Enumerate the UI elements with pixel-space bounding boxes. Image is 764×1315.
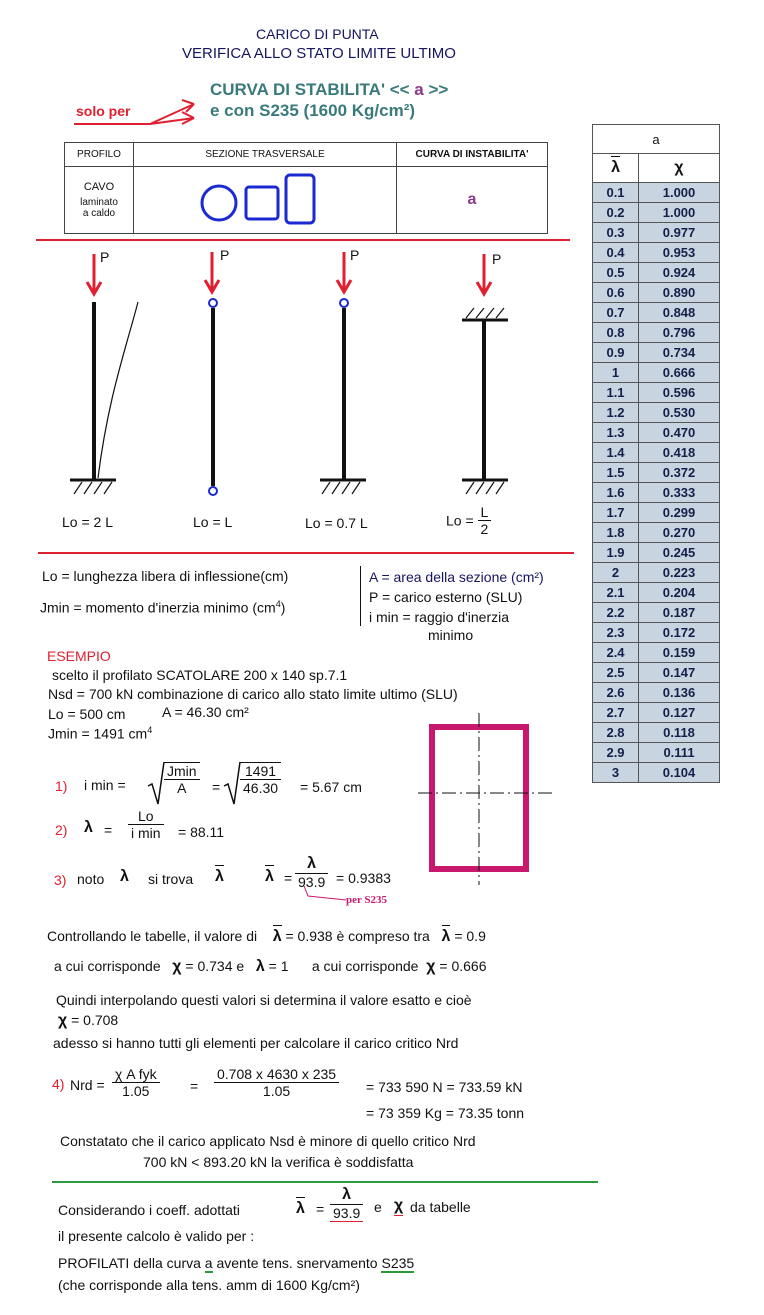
load-label-4: P: [492, 251, 502, 267]
example-title: ESEMPIO: [47, 648, 111, 664]
table-col-chi: χ: [639, 154, 720, 183]
step1-result: = 5.67 cm: [300, 779, 362, 795]
table-cell-chi: 0.245: [639, 543, 720, 563]
lo4-den: 2: [480, 521, 489, 537]
step2-lambda: λ: [84, 819, 93, 836]
interp-line3: Quindi interpolando questi valori si determina il valore esatto e cioè: [56, 992, 472, 1008]
step2-fraction: [128, 808, 164, 841]
lo4-prefix: Lo =: [446, 512, 478, 529]
table-cell-lambda: 1.2: [593, 403, 639, 423]
step3-eq-lhs-text: λ: [265, 868, 274, 885]
per-s235-note: per S235: [346, 894, 388, 906]
table-title: a: [593, 125, 720, 154]
table-cell-lambda: 2.7: [593, 703, 639, 723]
step3-eq-lhs: [265, 868, 274, 886]
table-row: [593, 223, 720, 243]
table-cell-lambda: 1: [593, 363, 639, 383]
steel-grade: e con S235 (1600 Kg/cm²): [210, 101, 416, 120]
table-row: [593, 523, 720, 543]
legend-jmin-close: ): [280, 599, 286, 616]
table-cell-chi: 0.187: [639, 603, 720, 623]
table-row: [593, 683, 720, 703]
example-line4: [48, 725, 152, 742]
table-row: [593, 723, 720, 743]
interp-line2b: = 0.734 e: [185, 958, 245, 974]
nrd-frac2-num: 0.708 x 4630 x 235: [214, 1066, 339, 1083]
table-cell-chi: 0.470: [639, 423, 720, 443]
load-arrows: [87, 252, 491, 294]
interp-line5: adesso si hanno tutti gli elementi per calcolare il carico critico Nrd: [53, 1035, 459, 1051]
table-cell-chi: 0.111: [639, 743, 720, 763]
table-cell-chi: 1.000: [639, 183, 720, 203]
table-row: [593, 623, 720, 643]
interp-lambda-1: λ: [272, 928, 282, 945]
table-cell-lambda: 0.5: [593, 263, 639, 283]
curve-title-text: CURVA DI STABILITA' <<: [210, 80, 415, 99]
table-row: [593, 643, 720, 663]
conclusion-line1: Constatato che il carico applicato Nsd è minore di quello critico Nrd: [60, 1133, 476, 1149]
table-cell-lambda: 1.8: [593, 523, 639, 543]
validity-line1a: Considerando i coeff. adottati: [58, 1202, 240, 1218]
step1-label: i min =: [84, 777, 126, 793]
load-label-2: P: [220, 247, 230, 263]
table-cell-lambda: 2.1: [593, 583, 639, 603]
legend-a: A = area della sezione (cm²): [369, 569, 544, 585]
table-cell-chi: 0.924: [639, 263, 720, 283]
table-cell-chi: 0.418: [639, 443, 720, 463]
interp-line2c: = 1: [268, 958, 289, 974]
table-row: [593, 303, 720, 323]
validity-lambda: [296, 1200, 305, 1218]
table-row: [593, 663, 720, 683]
table-row: [593, 403, 720, 423]
table-cell-lambda: 2.3: [593, 623, 639, 643]
interp-line1b: = 0.938 è compreso tra: [285, 928, 430, 944]
validity-lambda-text: λ: [296, 1200, 305, 1217]
step2-frac-den: i min: [131, 825, 161, 841]
interp-chi-3: χ: [58, 1012, 68, 1029]
divider-middle: [38, 552, 574, 554]
validity-line3b: avente tens. snervamento: [212, 1255, 378, 1271]
table-row: [593, 563, 720, 583]
step3-lambda: λ: [120, 868, 129, 885]
legend-jmin: [40, 599, 285, 616]
example-line2: Nsd = 700 kN combinazione di carico allo stato limite ultimo (SLU): [48, 686, 458, 702]
validity-frac-den: 93.9: [333, 1205, 361, 1221]
table-cell-chi: 0.299: [639, 503, 720, 523]
step1-val-den: 46.30: [243, 780, 279, 796]
step3-eq: =: [284, 870, 293, 886]
load-label-1: P: [100, 249, 110, 265]
table-row: [593, 203, 720, 223]
validity-and: e: [374, 1199, 382, 1215]
validity-eq: =: [316, 1201, 325, 1217]
sqrt-icon-1: [146, 760, 166, 806]
legend-jmin-text: Jmin = momento d'inerzia minimo (cm: [40, 599, 276, 616]
table-cell-chi: 0.270: [639, 523, 720, 543]
curve-cell: [397, 167, 548, 234]
validity-steel: S235: [381, 1255, 415, 1271]
col-profilo: PROFILO: [65, 143, 134, 167]
col-curva: CURVA DI INSTABILITA': [397, 143, 548, 167]
divider-top: [36, 239, 570, 241]
step1-eq: =: [212, 779, 221, 795]
curve-title-letter: a: [414, 80, 424, 99]
table-cell-chi: 0.159: [639, 643, 720, 663]
lambda-chi-table: [592, 124, 720, 783]
interp-line1c: = 0.9: [454, 928, 486, 944]
lo4-fraction: [478, 504, 492, 537]
example-jmin: Jmin = 1491 cm: [48, 725, 148, 742]
table-cell-chi: 0.734: [639, 343, 720, 363]
table-row: [593, 343, 720, 363]
table-cell-lambda: 1.7: [593, 503, 639, 523]
step3-text: noto: [77, 871, 105, 887]
table-body: [593, 183, 720, 783]
validity-line3a: PROFILATI della curva: [58, 1255, 201, 1271]
section-table: [64, 142, 548, 234]
legend-jmin-exp: 4: [275, 599, 281, 609]
table-row: [593, 363, 720, 383]
validity-line3: [58, 1255, 414, 1271]
table-cell-lambda: 0.1: [593, 183, 639, 203]
table-cell-chi: 0.890: [639, 283, 720, 303]
interp-chi-value: = 0.708: [71, 1012, 119, 1028]
table-cell-chi: 0.953: [639, 243, 720, 263]
interp-line2a: a cui corrisponde: [54, 958, 161, 974]
table-cell-chi: 0.596: [639, 383, 720, 403]
example-line1: scelto il profilato SCATOLARE 200 x 140 sp.7.1: [52, 667, 348, 683]
validity-chi: χ: [394, 1197, 404, 1214]
table-cell-lambda: 2.5: [593, 663, 639, 683]
interp-line2: [54, 958, 486, 976]
nrd-frac1-den: 1.05: [122, 1083, 150, 1099]
table-row: [593, 603, 720, 623]
table-cell-chi: 0.796: [639, 323, 720, 343]
step3-frac-den: 93.9: [298, 874, 326, 890]
curve-value: a: [467, 191, 477, 208]
curve-title-close: >>: [423, 80, 449, 99]
nrd-step-number: 4): [52, 1076, 65, 1092]
step2-frac-num: Lo: [128, 808, 164, 825]
interp-chi-2: χ: [426, 958, 436, 975]
interp-line1a: Controllando le tabelle, il valore di: [47, 928, 258, 944]
step1-frac: [164, 763, 200, 796]
lo4-num: L: [478, 504, 492, 521]
validity-frac-num: λ: [330, 1186, 363, 1205]
table-cell-lambda: 2.9: [593, 743, 639, 763]
table-cell-chi: 0.204: [639, 583, 720, 603]
table-cell-chi: 0.848: [639, 303, 720, 323]
table-row: [593, 443, 720, 463]
step1-val-num: 1491: [240, 763, 281, 780]
sqrt-icon-2: [222, 760, 242, 806]
table-row: [593, 743, 720, 763]
table-cell-chi: 0.147: [639, 663, 720, 683]
box-section-diagram: [418, 713, 554, 885]
table-cell-lambda: 1.1: [593, 383, 639, 403]
table-cell-lambda: 2.6: [593, 683, 639, 703]
table-row: [593, 483, 720, 503]
profile-note1: laminato: [80, 197, 118, 208]
table-cell-lambda: 0.3: [593, 223, 639, 243]
step1-sqrt-2: [240, 762, 281, 796]
table-cell-lambda: 0.9: [593, 343, 639, 363]
validity-curve: a: [204, 1255, 213, 1271]
table-cell-lambda: 1.6: [593, 483, 639, 503]
table-cell-chi: 0.977: [639, 223, 720, 243]
interp-line2d: a cui corrisponde: [311, 958, 419, 974]
step1-sqrt-1: [164, 762, 200, 796]
table-row: [593, 243, 720, 263]
step1-frac-num: Jmin: [164, 763, 200, 780]
nrd-frac2-den: 1.05: [262, 1083, 291, 1099]
section-shapes-cell: [134, 167, 397, 234]
solo-per-arrow: [70, 84, 210, 130]
interp-lambda-3: λ: [255, 958, 265, 975]
table-row: [593, 423, 720, 443]
step3-lambda-bar: [215, 868, 224, 886]
step2-number: 2): [55, 822, 68, 838]
step3-result: = 0.9383: [336, 870, 391, 886]
table-cell-lambda: 0.8: [593, 323, 639, 343]
profile-cell: [65, 167, 134, 234]
step1-frac-den: A: [177, 780, 187, 796]
table-row: [593, 263, 720, 283]
table-cell-lambda: 0.2: [593, 203, 639, 223]
section-shapes-icon: [200, 171, 330, 227]
table-row: [593, 543, 720, 563]
table-row: [593, 463, 720, 483]
step3-text2: si trova: [148, 871, 194, 887]
columns-diagram: [56, 248, 536, 508]
step3-number: 3): [54, 872, 67, 888]
table-cell-lambda: 1.4: [593, 443, 639, 463]
interp-lambda-2: λ: [441, 928, 451, 945]
table-cell-chi: 1.000: [639, 203, 720, 223]
table-cell-lambda: 1.9: [593, 543, 639, 563]
nrd-result-1: = 733 590 N = 733.59 kN: [366, 1079, 523, 1095]
table-cell-lambda: 2.2: [593, 603, 639, 623]
profile-type: CAVO: [83, 181, 115, 193]
table-cell-lambda: 2: [593, 563, 639, 583]
example-line3b: A = 46.30 cm²: [162, 704, 249, 720]
table-row: [593, 383, 720, 403]
legend-lo: Lo = lunghezza libera di inflessione(cm): [42, 568, 289, 584]
example-jmin-exp: 4: [147, 725, 153, 735]
example-line3a: Lo = 500 cm: [48, 706, 126, 722]
table-row: [593, 283, 720, 303]
solo-per-label: solo per: [76, 103, 131, 119]
table-col-lambda: [593, 154, 639, 183]
table-row: [593, 763, 720, 783]
title-line1: CARICO DI PUNTA: [256, 26, 379, 42]
table-cell-lambda: 0.7: [593, 303, 639, 323]
table-row: [593, 323, 720, 343]
divider-bottom: [52, 1181, 598, 1183]
step2-result: = 88.11: [178, 824, 225, 840]
validity-line2: il presente calcolo è valido per :: [58, 1228, 255, 1244]
table-cell-chi: 0.104: [639, 763, 720, 783]
table-row: [593, 503, 720, 523]
table-cell-chi: 0.333: [639, 483, 720, 503]
table-col-lambda-text: λ: [611, 159, 620, 176]
lo-label-1: Lo = 2 L: [62, 514, 113, 530]
legend-imin2: minimo: [428, 627, 474, 643]
lo-label-2: Lo = L: [193, 514, 233, 530]
validity-line1b: da tabelle: [410, 1199, 471, 1215]
table-row: [593, 703, 720, 723]
interp-line1: [47, 928, 486, 946]
table-cell-chi: 0.172: [639, 623, 720, 643]
table-cell-chi: 0.136: [639, 683, 720, 703]
validity-fraction: [330, 1186, 363, 1222]
table-row: [593, 183, 720, 203]
lo-label-3: Lo = 0.7 L: [305, 515, 368, 531]
table-cell-lambda: 1.5: [593, 463, 639, 483]
step1-number: 1): [55, 778, 68, 794]
title-line2: VERIFICA ALLO STATO LIMITE ULTIMO: [182, 45, 456, 62]
step3-frac-num: λ: [295, 855, 328, 874]
table-cell-chi: 0.223: [639, 563, 720, 583]
table-cell-lambda: 0.6: [593, 283, 639, 303]
table-cell-chi: 0.666: [639, 363, 720, 383]
nrd-fraction-2: [214, 1066, 339, 1099]
step2-eq: =: [104, 822, 113, 838]
table-cell-lambda: 2.4: [593, 643, 639, 663]
interp-line2e: = 0.666: [439, 958, 487, 974]
validity-line4: (che corrisponde alla tens. amm di 1600 Kg/cm²): [58, 1277, 360, 1293]
conclusion-line2: 700 kN < 893.20 kN la verifica è soddisfatta: [143, 1154, 414, 1170]
table-row: [593, 583, 720, 603]
col-sezione: SEZIONE TRASVERSALE: [134, 143, 397, 167]
legend-imin1: i min = raggio d'inerzia: [369, 609, 510, 625]
legend-p: P = carico esterno (SLU): [369, 589, 523, 605]
table-cell-lambda: 1.3: [593, 423, 639, 443]
interp-chi-1: χ: [172, 958, 182, 975]
table-cell-chi: 0.372: [639, 463, 720, 483]
step3-lambda-bar-text: λ: [215, 868, 224, 885]
table-cell-lambda: 0.4: [593, 243, 639, 263]
table-cell-chi: 0.127: [639, 703, 720, 723]
nrd-frac1-num: χ A fyk: [112, 1066, 160, 1083]
table-cell-lambda: 2.8: [593, 723, 639, 743]
table-cell-lambda: 3: [593, 763, 639, 783]
per-s235-arrow: [300, 884, 350, 906]
lo-label-4: [446, 504, 491, 537]
interp-line4: [58, 1012, 118, 1030]
nrd-fraction-1: [112, 1066, 160, 1099]
legend-divider: [360, 566, 361, 626]
profile-note2: a caldo: [82, 208, 116, 219]
curve-title: [210, 80, 448, 100]
table-cell-chi: 0.530: [639, 403, 720, 423]
nrd-eq: =: [190, 1078, 199, 1094]
step1-val-frac: [240, 763, 281, 796]
load-label-3: P: [350, 247, 360, 263]
nrd-result-2: = 73 359 Kg = 73.35 tonn: [366, 1105, 525, 1121]
table-cell-chi: 0.118: [639, 723, 720, 743]
nrd-label: Nrd =: [70, 1077, 105, 1093]
